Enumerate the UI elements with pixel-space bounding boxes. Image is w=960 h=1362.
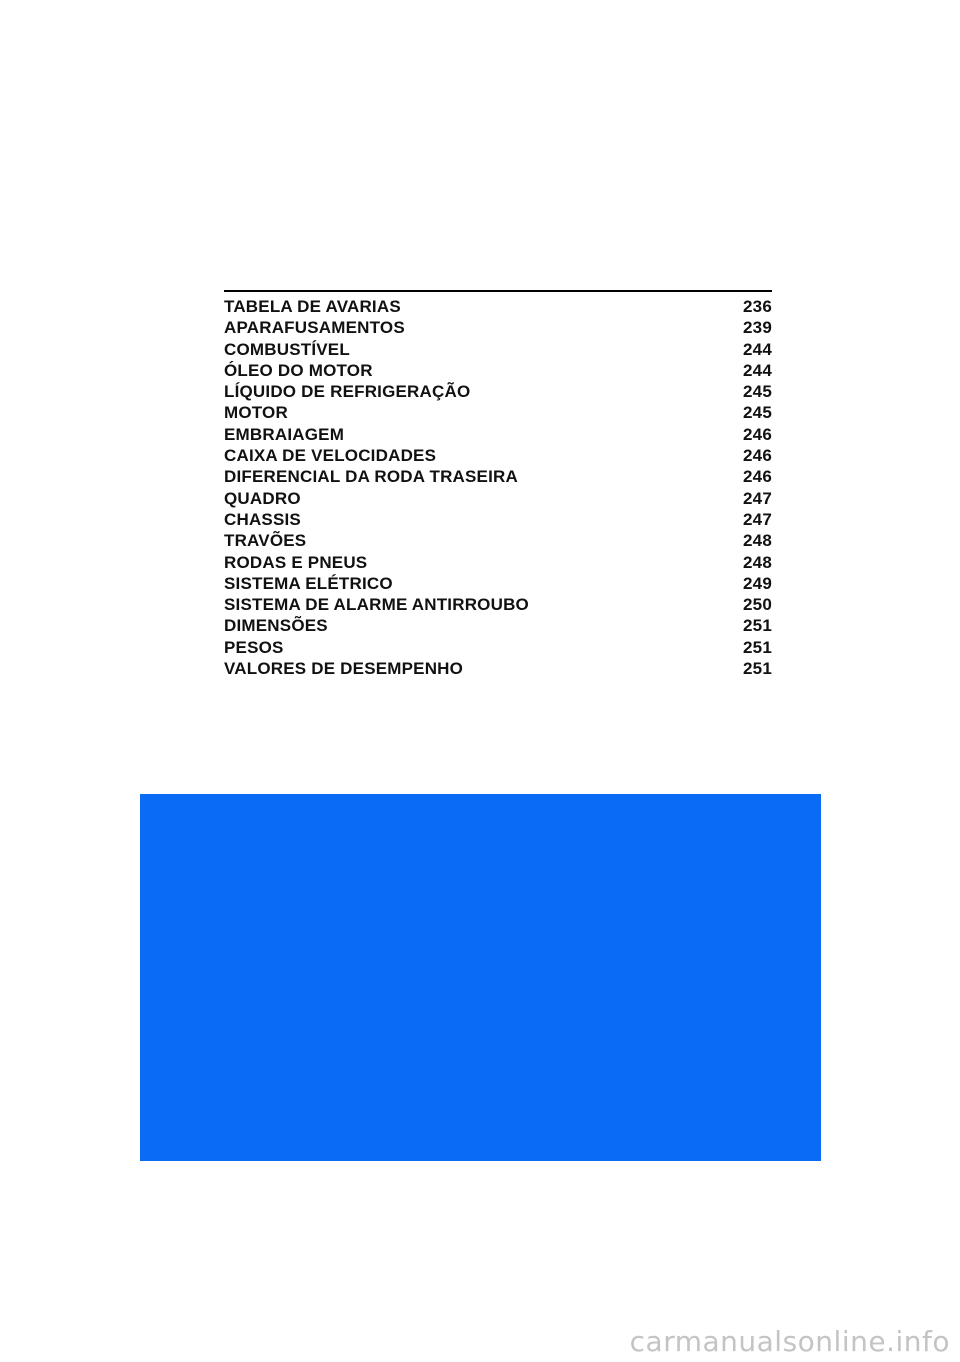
toc-entry-page: 246 — [743, 446, 772, 466]
toc-entry-page: 247 — [743, 509, 772, 529]
toc-entry-page: 246 — [743, 467, 772, 487]
toc-entry-title: TABELA DE AVARIAS — [224, 297, 401, 316]
toc-entry[interactable] — [224, 637, 772, 658]
toc-entry[interactable] — [224, 488, 772, 509]
toc-entry-title: DIMENSÕES — [224, 616, 328, 636]
toc-entry[interactable] — [224, 402, 772, 423]
toc-entry-page: 239 — [743, 318, 772, 338]
toc-entry-title: EMBRAIAGEM — [224, 424, 345, 444]
toc-entry-title: ÓLEO DO MOTOR — [224, 360, 373, 380]
toc-entry[interactable] — [224, 339, 772, 360]
toc-entry[interactable] — [224, 466, 772, 487]
toc-entry[interactable] — [224, 530, 772, 551]
toc-entry-page: 236 — [743, 297, 772, 316]
toc-entry-page: 246 — [743, 424, 772, 444]
toc-entry-title: SISTEMA ELÉTRICO — [224, 573, 393, 593]
toc-entry-title: TRAVÕES — [224, 531, 307, 551]
toc-entry[interactable] — [224, 573, 772, 594]
toc-entry[interactable] — [224, 658, 772, 679]
toc-entry-page: 245 — [743, 382, 772, 402]
toc-entry-page: 247 — [743, 488, 772, 508]
toc-entry-title: PESOS — [224, 637, 284, 657]
toc-entry-title: COMBUSTÍVEL — [224, 339, 350, 359]
toc-entry[interactable] — [224, 424, 772, 445]
table-of-contents — [224, 290, 772, 679]
toc-entry-title: VALORES DE DESEMPENHO — [224, 659, 464, 679]
toc-entry-title: APARAFUSAMENTOS — [224, 318, 405, 338]
toc-entry-title: LÍQUIDO DE REFRIGERAÇÃO — [224, 382, 471, 402]
toc-entry-title: QUADRO — [224, 488, 301, 508]
toc-entry-page: 251 — [743, 637, 772, 657]
toc-entry[interactable] — [224, 509, 772, 530]
toc-entry-title: CHASSIS — [224, 509, 301, 529]
toc-entry-title: MOTOR — [224, 403, 288, 423]
toc-entry[interactable] — [224, 594, 772, 615]
blue-panel — [140, 794, 821, 1161]
toc-entry[interactable] — [224, 360, 772, 381]
toc-entry[interactable] — [224, 445, 772, 466]
toc-entry[interactable] — [224, 615, 772, 636]
toc-entry-title: SISTEMA DE ALARME ANTIRROUBO — [224, 595, 529, 615]
toc-entry-page: 248 — [743, 531, 772, 551]
toc-entry-page: 245 — [743, 403, 772, 423]
toc-entry-title: DIFERENCIAL DA RODA TRASEIRA — [224, 467, 518, 487]
toc-entry-title: RODAS E PNEUS — [224, 552, 368, 572]
toc-entry-page: 244 — [743, 339, 772, 359]
toc-entry-title: CAIXA DE VELOCIDADES — [224, 446, 437, 466]
toc-entry[interactable] — [224, 296, 772, 317]
toc-entry-page: 249 — [743, 573, 772, 593]
toc-entry[interactable] — [224, 381, 772, 402]
toc-entry-page: 251 — [743, 616, 772, 636]
toc-entry-page: 251 — [743, 659, 772, 679]
toc-entry[interactable] — [224, 552, 772, 573]
watermark: carmanualsonline.info — [629, 1325, 950, 1358]
toc-entry[interactable] — [224, 317, 772, 338]
toc-entry-page: 250 — [743, 595, 772, 615]
toc-entry-page: 248 — [743, 552, 772, 572]
toc-entry-page: 244 — [743, 360, 772, 380]
